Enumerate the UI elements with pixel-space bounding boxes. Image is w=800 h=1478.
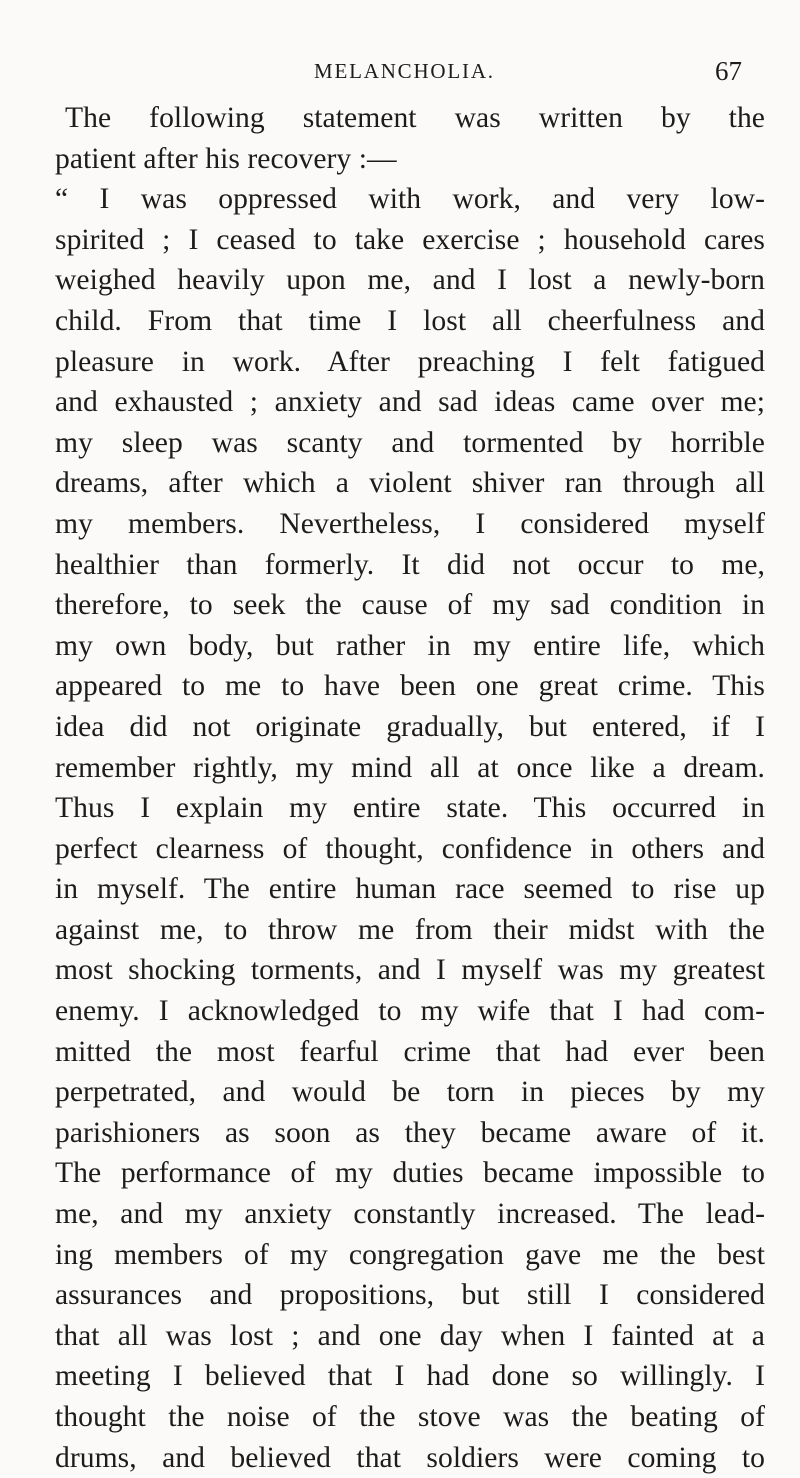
text-line: my members. Nevertheless, I considered myself	[55, 507, 765, 540]
text-line: pleasure in work. After preaching I felt fatigued	[55, 345, 765, 378]
text-line: remember rightly, my mind all at once like a dream.	[55, 751, 765, 784]
text-line: my sleep was scanty and tormented by horrible	[55, 426, 765, 459]
text-line: The following statement was written by the	[65, 102, 765, 134]
text-line: and exhausted ; anxiety and sad ideas came over me;	[55, 386, 765, 419]
text-line: drums, and believed that soldiers were coming to	[55, 1441, 765, 1474]
running-title: MELANCHOLIA.	[314, 59, 495, 83]
text-line: spirited ; I ceased to take exercise ; household cares	[55, 223, 765, 256]
text-line: my own body, but rather in my entire life, which	[55, 629, 765, 662]
text-line: perfect clearness of thought, confidence in others and	[55, 832, 765, 865]
text-line: mitted the most fearful crime that had ever been	[55, 1035, 765, 1068]
text-line: therefore, to seek the cause of my sad condition in	[55, 589, 765, 622]
body-text	[55, 98, 765, 1478]
text-line: dreams, after which a violent shiver ran through all	[55, 467, 765, 500]
text-line: child. From that time I lost all cheerfulness and	[55, 304, 765, 337]
text-line: The performance of my duties became impossible to	[55, 1157, 765, 1190]
text-line: in myself. The entire human race seemed to rise up	[55, 873, 765, 906]
text-line: Thus I explain my entire state. This occurred in	[55, 792, 765, 825]
text-line: healthier than formerly. It did not occur to me,	[55, 548, 765, 581]
text-line: that all was lost ; and one day when I fainted at a	[55, 1319, 765, 1352]
text-line: ing members of my congregation gave me the best	[55, 1238, 765, 1271]
text-line: me, and my anxiety constantly increased. The lead-	[55, 1198, 765, 1231]
text-line: parishioners as soon as they became aware of it.	[55, 1116, 765, 1149]
text-line: meeting I believed that I had done so willingly. I	[55, 1360, 765, 1393]
running-head	[296, 56, 742, 86]
text-line: “ I was oppressed with work, and very low-	[55, 183, 765, 216]
text-line: thought the noise of the stove was the beating of	[55, 1401, 765, 1433]
text-line: perpetrated, and would be torn in pieces by my	[55, 1076, 765, 1109]
text-line: idea did not originate gradually, but entered, if I	[55, 710, 765, 743]
text-line: against me, to throw me from their midst with the	[55, 913, 765, 946]
text-line: patient after his recovery :—	[55, 142, 397, 175]
text-line: most shocking torments, and I myself was my greatest	[55, 954, 765, 987]
text-line: weighed heavily upon me, and I lost a newly-born	[55, 264, 765, 297]
text-line: appeared to me to have been one great crime. This	[55, 670, 765, 703]
page-number: 67	[715, 56, 742, 86]
text-line: enemy. I acknowledged to my wife that I had com-	[55, 995, 765, 1028]
text-line: assurances and propositions, but still I considered	[55, 1279, 765, 1312]
